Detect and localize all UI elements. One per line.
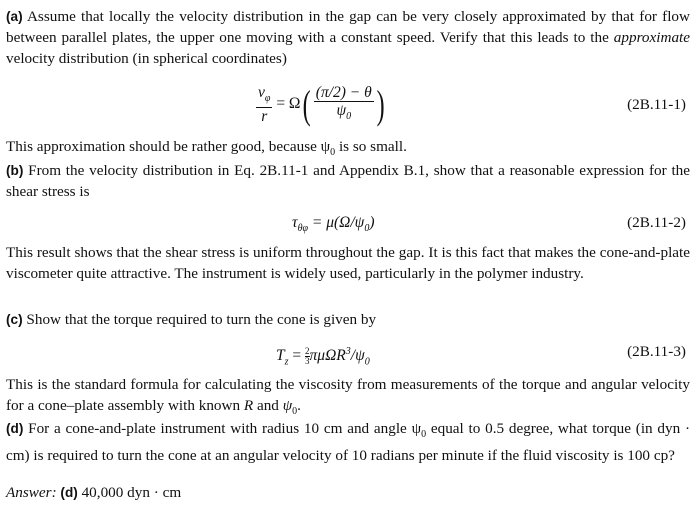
equation-3-body bbox=[276, 341, 370, 372]
equation-3-number: (2B.11-3) bbox=[627, 343, 686, 360]
part-b-label: (b) bbox=[6, 163, 24, 178]
eq1-lhs-num-sub: φ bbox=[264, 93, 271, 105]
part-a-paragraph bbox=[6, 6, 690, 69]
eq3-lhs-sub: z bbox=[284, 356, 289, 368]
eq1-rhs-num: (π/2) − θ bbox=[315, 84, 372, 101]
part-d-paragraph bbox=[6, 418, 690, 466]
answer-part: (d) bbox=[60, 485, 78, 500]
remark-c-end: . bbox=[297, 397, 301, 414]
eq2-rhs-sub: 0 bbox=[364, 223, 370, 235]
eq3-frac-den: 3 bbox=[305, 356, 310, 367]
eq3-rhs: πμΩR bbox=[309, 347, 346, 365]
part-c-label: (c) bbox=[6, 312, 23, 327]
answer-label: Answer: bbox=[6, 484, 57, 501]
eq3-lhs: T bbox=[276, 347, 285, 365]
eq3-equals: = bbox=[292, 347, 302, 365]
answer-value: 40,000 dyn · cm bbox=[81, 484, 182, 501]
part-a-label: (a) bbox=[6, 9, 23, 24]
part-b-paragraph bbox=[6, 160, 690, 202]
part-a-emphasis: approximate bbox=[613, 29, 691, 46]
eq3-frac-num: 2 bbox=[305, 346, 310, 357]
equation-2-body bbox=[292, 212, 374, 239]
part-d-text: For a cone-and-plate instrument with radius 10 cm and angle ψ bbox=[28, 420, 422, 437]
part-d-text-end: equal to 0.5 degree, what torque (in dyn · cm) is required to turn the cone at an angular velocity of 10 radians per minute if the fluid viscosity is 100 cp? bbox=[6, 420, 691, 465]
remark-c-and: and bbox=[256, 397, 279, 414]
eq1-lhs-den: r bbox=[261, 108, 268, 126]
eq1-lhs-num: v bbox=[258, 84, 265, 101]
equation-1 bbox=[0, 81, 700, 127]
equation-1-number: (2B.11-1) bbox=[627, 96, 686, 113]
remark-c-psi-sub: 0 bbox=[292, 406, 298, 418]
remark-c-psi: ψ bbox=[282, 397, 293, 414]
part-b-text: From the velocity distribution in Eq. 2B.11-1 and Appendix B.1, show that a reasonable expression for the shear stress is bbox=[6, 162, 691, 200]
remark-c-text: This is the standard formula for calculating the viscosity from measurements of the torque and angular velocity for a cone–plate assembly with known bbox=[6, 376, 690, 414]
eq1-open-paren: ( bbox=[303, 81, 312, 127]
part-c-text: Show that the torque required to turn the cone is given by bbox=[26, 311, 377, 328]
eq2-tau-sub: θφ bbox=[297, 223, 309, 235]
part-a-text: Assume that locally the velocity distribution in the gap can be very closely approximated by that for flow between parallel plates, the upper one moving with a constant speed. Verify that this leads to the bbox=[6, 8, 690, 46]
eq2-tau: τ bbox=[292, 214, 298, 231]
remark-a bbox=[6, 136, 690, 163]
eq3-rhs-sup: 3 bbox=[345, 346, 351, 357]
part-d-label: (d) bbox=[6, 421, 24, 436]
part-d-sub: 0 bbox=[421, 429, 427, 441]
eq3-rhs-end: /ψ bbox=[350, 347, 365, 365]
remark-a-text: This approximation should be rather good, because ψ bbox=[6, 138, 331, 155]
remark-a-sub: 0 bbox=[330, 147, 336, 159]
eq1-lhs-fraction bbox=[256, 84, 272, 125]
remark-b: This result shows that the shear stress is uniform throughout the gap. It is this fact that makes the cone-and-plate viscometer quite attractive. The instrument is widely used, particularly in the polymer industry. bbox=[6, 244, 690, 282]
eq1-rhs-fraction bbox=[314, 84, 374, 125]
remark-a-text-end: is so small. bbox=[338, 138, 407, 155]
remark-c-r-var: R bbox=[243, 397, 254, 414]
eq1-equals: = Ω bbox=[276, 95, 301, 113]
eq1-rhs-den-sub: 0 bbox=[346, 111, 352, 123]
eq1-rhs-den: ψ bbox=[336, 102, 347, 119]
eq3-rhs-sub: 0 bbox=[364, 356, 370, 368]
equation-2 bbox=[0, 212, 700, 234]
eq2-rhs-end: ) bbox=[369, 214, 375, 231]
eq2-rhs: = μ(Ω/ψ bbox=[311, 214, 365, 231]
part-c-paragraph bbox=[6, 309, 690, 330]
equation-2-number: (2B.11-2) bbox=[627, 214, 686, 231]
answer-line bbox=[6, 482, 690, 503]
equation-3 bbox=[0, 341, 700, 368]
equation-1-body bbox=[256, 81, 387, 127]
eq1-close-paren: ) bbox=[376, 81, 385, 127]
remark-c bbox=[6, 374, 690, 422]
part-a-text-end: velocity distribution (in spherical coordinates) bbox=[6, 50, 287, 67]
